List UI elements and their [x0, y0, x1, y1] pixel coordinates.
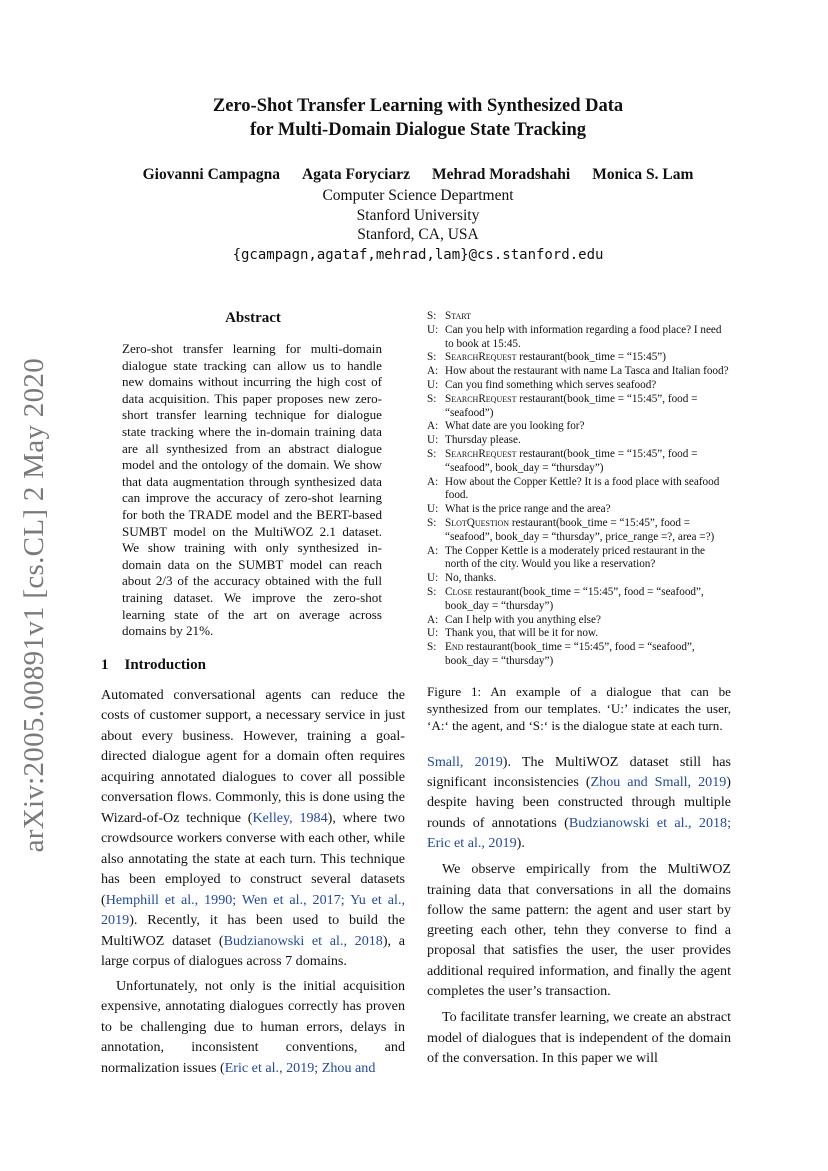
author-list [100, 166, 736, 184]
turn-text: SearchRequest restaurant(book_time = “15:45”, food = “seafood”, book_day = “thursday”) [445, 447, 698, 474]
author-name: Giovanni Campagna [142, 166, 280, 183]
dialogue-turn [427, 614, 731, 628]
body-text: ), a large corpus of dialogues across 7 domains. [101, 932, 405, 970]
dialogue-turn [427, 627, 731, 641]
dialogue-turn [427, 310, 731, 324]
left-column [101, 310, 405, 1078]
author-name: Agata Foryciarz [301, 166, 410, 183]
turn-text: Thursday please. [445, 434, 521, 447]
right-paragraph-2: We observe empirically from the MultiWOZ training data that conversations in all the domains follow the same pattern: the agent and user start by greeting each other, tehn they converse to find a proposal that satisfies the user, the user provides additional required information, and finally the agent completes the user’s transaction. [427, 861, 731, 999]
affiliation [100, 186, 736, 265]
dialogue-example [427, 310, 731, 669]
turn-speaker: U: [427, 627, 439, 640]
section-title: Introduction [124, 656, 206, 673]
turn-speaker: S: [427, 585, 437, 598]
section-number: 1 [101, 656, 109, 673]
title-line-1: Zero-Shot Transfer Learning with Synthesized Data [212, 96, 624, 116]
turn-speaker: U: [427, 503, 439, 516]
turn-text: Can you help with information regarding a food place? I need to book at 15:45. [445, 323, 722, 350]
dialogue-turn [427, 324, 731, 352]
dialogue-turn [427, 393, 731, 421]
turn-text: SlotQuestion restaurant(book_time = “15:45”, food = “seafood”, book_day = “thursday”, price_range =?, area =?) [445, 516, 715, 543]
turn-text: How about the Copper Kettle? It is a food place with seafood food. [445, 475, 720, 502]
dialogue-turn [427, 517, 731, 545]
turn-speaker: S: [427, 351, 437, 364]
affiliation-location: Stanford, CA, USA [357, 226, 479, 243]
author-name: Mehrad Moradshahi [432, 166, 571, 183]
turn-text: End restaurant(book_time = “15:45”, food = “seafood”, book_day = “thursday”) [445, 641, 695, 667]
turn-speaker: U: [427, 323, 439, 336]
citation-link[interactable]: Zhou and Small, 2019 [590, 774, 727, 791]
turn-text: What is the price range and the area? [445, 503, 611, 516]
turn-speaker: A: [427, 420, 439, 433]
dialogue-turn [427, 379, 731, 393]
turn-text: No, thanks. [445, 572, 497, 585]
arxiv-id-text: arXiv:2005.00891v1 [cs.CL] 2 May 2020 [17, 357, 50, 853]
dialogue-turn [427, 545, 731, 573]
dialogue-turn [427, 586, 731, 614]
dialogue-turn [427, 641, 731, 669]
paper-title [100, 94, 736, 142]
citation-link[interactable]: Budzianowski et al., 2018 [223, 932, 383, 949]
turn-speaker: A: [427, 544, 439, 557]
turn-text: What date are you looking for? [445, 420, 585, 433]
arxiv-identifier [14, 357, 54, 853]
dialogue-turn [427, 448, 731, 476]
turn-text: Can I help with you anything else? [445, 613, 601, 626]
figure-caption: Figure 1: An example of a dialogue that can be synthesized from our templates. ‘U:’ indicates the user, ‘A:‘ the agent, and ‘S:‘ is the dialogue state at each turn. [427, 683, 731, 733]
citation-link[interactable]: Small, 2019 [427, 753, 503, 770]
turn-text: SearchRequest restaurant(book_time = “15:45”) [445, 351, 666, 364]
dialogue-turn [427, 434, 731, 448]
turn-speaker: A: [427, 365, 439, 378]
dialogue-act: SearchRequest [445, 392, 517, 405]
turn-speaker: U: [427, 434, 439, 447]
dialogue-turn [427, 572, 731, 586]
turn-speaker: U: [427, 378, 439, 391]
intro-paragraph-2 [101, 976, 405, 1079]
body-text: Automated conversational agents can reduce the costs of customer support, a necessary service in just about every business. However, training a goal-directed dialogue agent for a domain often requires acquiring annotated dialogues to cover all possible conversation flows. Commonly, this is done using the Wizard-of-Oz technique ( [101, 686, 405, 826]
turn-speaker: A: [427, 475, 439, 488]
dialogue-act: SearchRequest [445, 447, 517, 460]
dialogue-act: SearchRequest [445, 351, 517, 364]
dialogue-turn [427, 365, 731, 379]
turn-speaker: S: [427, 392, 437, 405]
body-text: ), where two crowdsource workers converse with each other, while also annotating the state at each turn. This technique has been employed to construct several datasets ( [101, 809, 405, 908]
turn-speaker: U: [427, 572, 439, 585]
turn-text: SearchRequest restaurant(book_time = “15:45”, food = “seafood”) [445, 392, 698, 419]
turn-text: How about the restaurant with name La Tasca and Italian food? [445, 365, 729, 378]
turn-text: Thank you, that will be it for now. [445, 627, 599, 640]
citation-link[interactable]: Budzianowski et al., 2018; Eric et al., 2019 [427, 814, 731, 851]
dialogue-turn [427, 351, 731, 365]
right-paragraph-1 [427, 752, 731, 853]
turn-speaker: S: [427, 641, 437, 654]
dialogue-act: Close [445, 585, 473, 598]
author-name: Monica S. Lam [592, 166, 694, 183]
right-paragraph-3: To facilitate transfer learning, we create an abstract model of dialogues that is independent of the domain of the conversation. In this paper we will [427, 1009, 731, 1066]
dialogue-turn [427, 476, 731, 504]
abstract-heading: Abstract [225, 310, 281, 326]
figure-1 [427, 310, 731, 734]
turn-speaker: S: [427, 310, 437, 322]
turn-text: The Copper Kettle is a moderately priced restaurant in the north of the city. Would you like a reservation? [445, 544, 706, 571]
body-text: ). Recently, it has been used to build the MultiWOZ dataset ( [101, 912, 405, 949]
turn-speaker: S: [427, 516, 437, 529]
turn-speaker: S: [427, 447, 437, 460]
dialogue-act: SlotQuestion [445, 516, 510, 529]
section-heading-introduction [101, 657, 405, 674]
body-text: Unfortunately, not only is the initial acquisition expensive, annotating dialogues correctly has proven to be challenging due to human errors, delays in annotation, inconsistent conventions, and normalization issues ( [101, 977, 405, 1076]
author-emails: {gcampagn,agataf,mehrad,lam}@cs.stanford.edu [232, 246, 604, 263]
body-text: ) despite having been constructed through multiple rounds of annotations ( [427, 774, 731, 831]
turn-text: Can you find something which serves seafood? [445, 378, 657, 391]
body-text: ). The MultiWOZ dataset still has significant inconsistencies ( [427, 753, 731, 791]
citation-link[interactable]: Eric et al., 2019; Zhou and [224, 1059, 376, 1076]
dialogue-turn [427, 503, 731, 517]
title-line-2: for Multi-Domain Dialogue State Tracking [249, 120, 587, 140]
dialogue-act: End [445, 641, 464, 654]
dialogue-act: Start [445, 310, 471, 322]
affiliation-dept: Computer Science Department [322, 187, 514, 204]
dialogue-turn [427, 420, 731, 434]
turn-speaker: A: [427, 613, 439, 626]
citation-link[interactable]: Hemphill et al., 1990; Wen et al., 2017; Yu et al., 2019 [101, 891, 405, 929]
turn-text [445, 310, 731, 324]
turn-text: Close restaurant(book_time = “15:45”, food = “seafood”, book_day = “thursday”) [445, 585, 704, 612]
intro-paragraph-1 [101, 685, 405, 972]
affiliation-university: Stanford University [356, 206, 480, 224]
body-text: ). [516, 834, 525, 851]
abstract-text: Zero-shot transfer learning for multi-domain dialogue state tracking can allow us to handle new domains without incurring the high cost of data acquisition. This paper proposes new zero-short transfer learning technique for dialogue state tracking where the in-domain training data are all synthesized from an abstract dialogue model and the ontology of the domain. We show that data augmentation through synthesized data can improve the accuracy of zero-shot learning for both the TRADE model and the BERT-based SUMBT model on the MultiWOZ 2.1 dataset. We show training with only synthesized in-domain data on the SUMBT model can reach about 2/3 of the accuracy obtained with the full training dataset. We improve the zero-shot learning state of the art on average across domains by 21%. [122, 341, 382, 639]
citation-link[interactable]: Kelley, 1984 [252, 809, 328, 826]
right-column [427, 310, 731, 1068]
